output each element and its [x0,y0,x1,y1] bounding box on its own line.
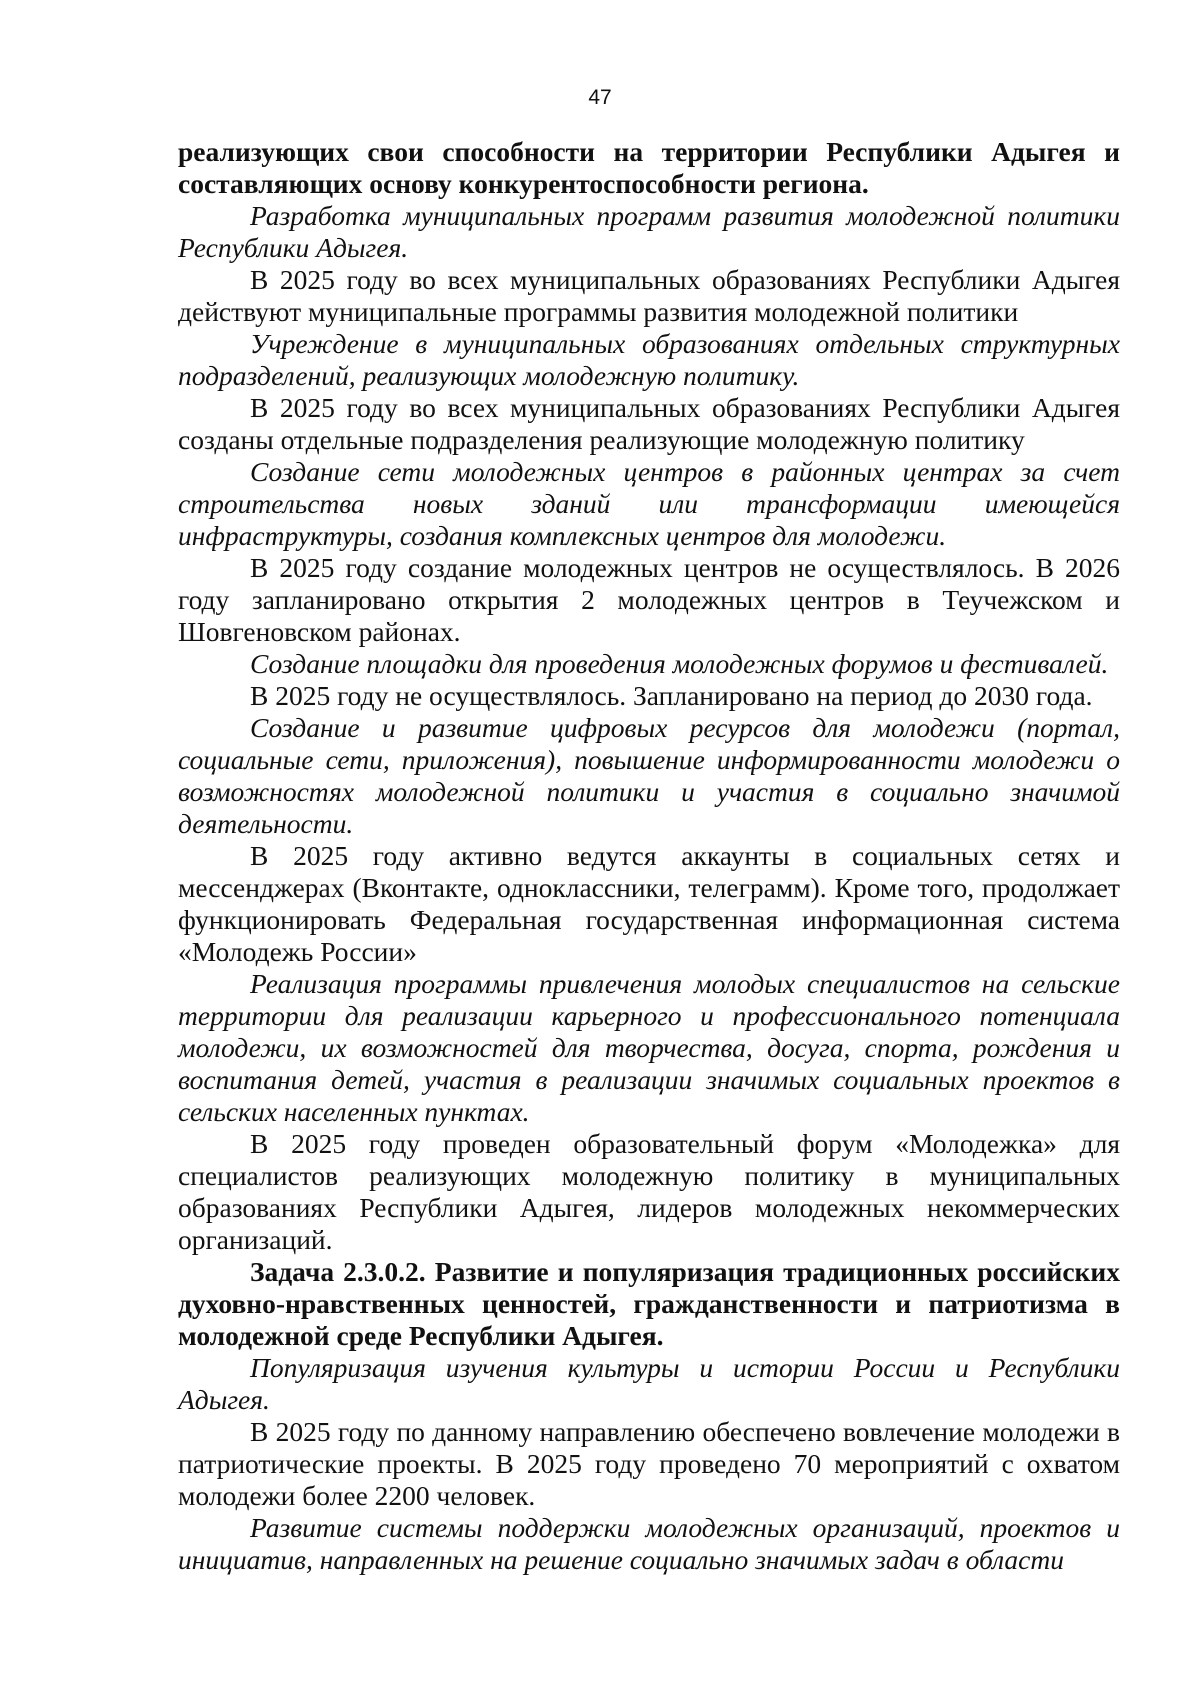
paragraph-result-municipal-programs: В 2025 году во всех муниципальных образованиях Республики Адыгея действуют муниципальные программы развития молодежной политики [178,264,1120,327]
paragraph-measure-forum-venue: Создание площадки для проведения молодежных форумов и фестивалей. [250,648,1109,679]
paragraph-measure-municipal-programs: Разработка муниципальных программ развития молодежной политики Республики Адыгея. [178,200,1120,263]
paragraph-result-culture-history: В 2025 году по данному направлению обеспечено вовлечение молодежи в патриотические проекты. В 2025 году проведено 70 мероприятий с охватом молодежи более 2200 человек. [178,1416,1120,1511]
paragraph-task-heading: Задача 2.3.0.2. Развитие и популяризация традиционных российских духовно-нравственных ценностей, гражданственности и патриотизма в молодежной среде Республики Адыгея. [178,1256,1120,1351]
paragraph-result-youth-centers: В 2025 году создание молодежных центров не осуществлялось. В 2026 году запланировано открытия 2 молодежных центров в Теучежском и Шовгеновском районах. [178,552,1120,647]
paragraph-measure-rural-specialists: Реализация программы привлечения молодых специалистов на сельские территории для реализации карьерного и профессионального потенциала молодежи, их возможностей для творчества, досуга, спорта, рождения и воспитания детей, участия в реализации значимых социальных проектов в сельских населенных пунктах. [178,968,1120,1127]
paragraph-result-structural-units: В 2025 году во всех муниципальных образованиях Республики Адыгея созданы отдельные подразделения реализующие молодежную политику [178,392,1120,455]
document-body [178,136,1120,1576]
page-number: 47 [588,86,612,109]
paragraph-measure-digital-resources: Создание и развитие цифровых ресурсов для молодежи (портал, социальные сети, приложения), повышение информированности молодежи о возможностях молодежной политики и участия в социально значимой деятельности. [178,712,1120,839]
paragraph-result-rural-specialists: В 2025 году проведен образовательный форум «Молодежка» для специалистов реализующих молодежную политику в муниципальных образованиях Республики Адыгея, лидеров молодежных некоммерческих организаций. [178,1128,1120,1255]
paragraph-measure-structural-units: Учреждение в муниципальных образованиях отдельных структурных подразделений, реализующих молодежную политику. [178,328,1120,391]
paragraph-result-forum-venue: В 2025 году не осуществлялось. Запланировано на период до 2030 года. [250,680,1093,711]
paragraph-measure-culture-history: Популяризация изучения культуры и истории России и Республики Адыгея. [178,1352,1120,1415]
paragraph-measure-support-system: Развитие системы поддержки молодежных организаций, проектов и инициатив, направленных на решение социально значимых задач в области [178,1512,1120,1575]
paragraph-goal-continuation: реализующих свои способности на территории Республики Адыгея и составляющих основу конкурентоспособности региона. [178,136,1120,199]
paragraph-result-digital-resources: В 2025 году активно ведутся аккаунты в социальных сетях и мессенджерах (Вконтакте, одноклассники, телеграмм). Кроме того, продолжает функционировать Федеральная государственная информационная система «Молодежь России» [178,840,1120,967]
paragraph-measure-youth-centers: Создание сети молодежных центров в районных центрах за счет строительства новых зданий или трансформации имеющейся инфраструктуры, создания комплексных центров для молодежи. [178,456,1120,551]
